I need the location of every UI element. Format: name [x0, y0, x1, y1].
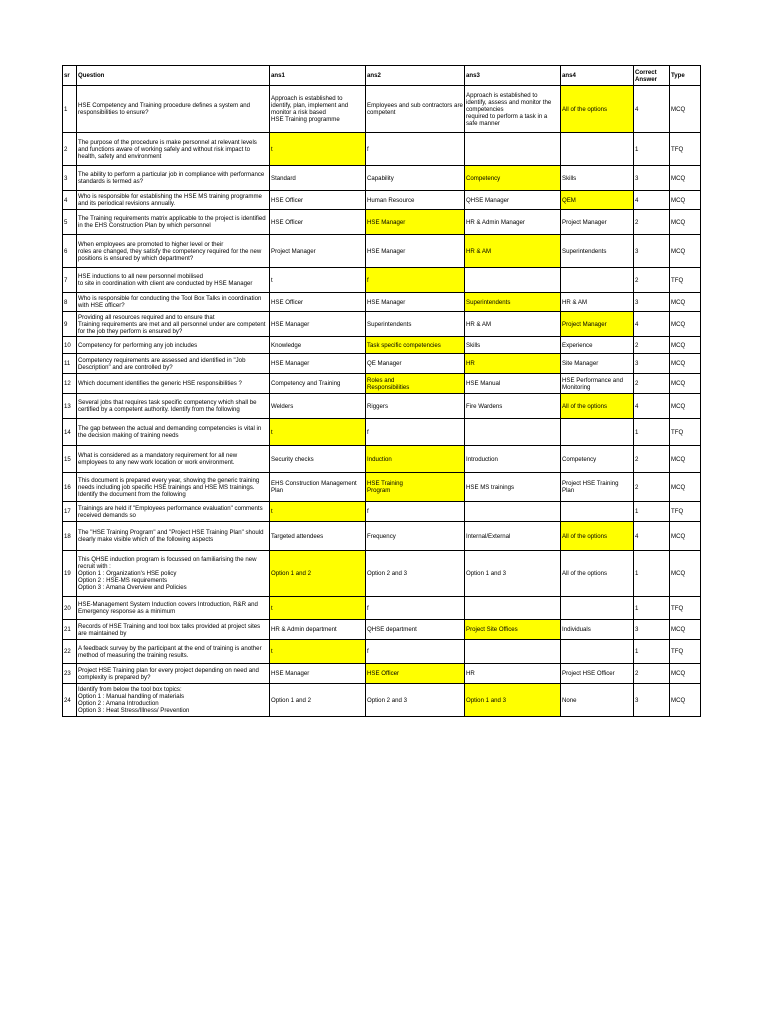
ans1-cell: HSE Manager: [270, 312, 366, 337]
sr-cell: 15: [63, 446, 77, 473]
type-cell: TFQ: [670, 268, 701, 293]
correct-answer-cell: 4: [634, 522, 670, 551]
question-cell: Who is responsible for establishing the HSE MS training programme and its periodical revisions annually.: [77, 191, 270, 210]
correct-answer-cell: 4: [634, 86, 670, 133]
sr-cell: 16: [63, 473, 77, 502]
ans4-cell: Competency: [561, 446, 634, 473]
ans4-cell: [561, 640, 634, 664]
header-ans1: ans1: [270, 66, 366, 86]
question-cell: This QHSE induction program is focussed on familiarising the new recruit with : Option 1 : Organization's HSE policy Option 2 : HSE-MS requirements Option 3 : Amana Overview and Policies: [77, 551, 270, 597]
header-question: Question: [77, 66, 270, 86]
ans1-cell: Project Manager: [270, 235, 366, 268]
table-row: [63, 166, 701, 191]
ans2-cell: f: [366, 597, 465, 620]
table-row: [63, 191, 701, 210]
ans1-cell: Security checks: [270, 446, 366, 473]
ans4-cell: Skills: [561, 166, 634, 191]
table-row: [63, 640, 701, 664]
ans4-cell: [561, 597, 634, 620]
sr-cell: 5: [63, 210, 77, 235]
table-row: [63, 235, 701, 268]
ans1-cell: t: [270, 640, 366, 664]
ans1-cell: HSE Manager: [270, 664, 366, 684]
ans3-cell: HR & Admin Manager: [465, 210, 561, 235]
sr-cell: 9: [63, 312, 77, 337]
ans2-cell: Riggers: [366, 394, 465, 419]
type-cell: MCQ: [670, 446, 701, 473]
ans1-cell: Competency and Training: [270, 374, 366, 394]
correct-answer-cell: 3: [634, 684, 670, 717]
ans3-cell: HR & AM: [465, 235, 561, 268]
sr-cell: 10: [63, 337, 77, 354]
table-row: [63, 337, 701, 354]
quiz-table: [62, 65, 701, 717]
ans1-cell: Targeted attendees: [270, 522, 366, 551]
ans3-cell: Fire Wardens: [465, 394, 561, 419]
ans2-cell: Induction: [366, 446, 465, 473]
ans3-cell: Option 1 and 3: [465, 684, 561, 717]
correct-answer-cell: 2: [634, 446, 670, 473]
ans4-cell: All of the options: [561, 86, 634, 133]
ans4-cell: HSE Performance and Monitoring: [561, 374, 634, 394]
ans2-cell: HSE Manager: [366, 235, 465, 268]
correct-answer-cell: 2: [634, 374, 670, 394]
question-cell: Trainings are held if "Employees performance evaluation" comments received demands so: [77, 502, 270, 522]
correct-answer-cell: 2: [634, 268, 670, 293]
header-ans2: ans2: [366, 66, 465, 86]
correct-answer-cell: 1: [634, 502, 670, 522]
ans2-cell: Employees and sub contractors are competent: [366, 86, 465, 133]
ans1-cell: Standard: [270, 166, 366, 191]
ans3-cell: HR & AM: [465, 312, 561, 337]
ans2-cell: Task specific competencies: [366, 337, 465, 354]
type-cell: MCQ: [670, 684, 701, 717]
table-row: [63, 374, 701, 394]
question-cell: When employees are promoted to higher level or their roles are changed, they satisfy the competency required for the new positions is ensured by which department?: [77, 235, 270, 268]
question-cell: What is considered as a mandatory requirement for all new employees to any new work location or work environment.: [77, 446, 270, 473]
question-cell: Several jobs that requires task specific competency which shall be certified by a competent authority. Identify from the following: [77, 394, 270, 419]
table-row: [63, 312, 701, 337]
ans4-cell: [561, 419, 634, 446]
ans1-cell: t: [270, 419, 366, 446]
ans4-cell: [561, 268, 634, 293]
type-cell: MCQ: [670, 473, 701, 502]
ans4-cell: None: [561, 684, 634, 717]
ans1-cell: Knowledge: [270, 337, 366, 354]
header-type: Type: [670, 66, 701, 86]
correct-answer-cell: 2: [634, 210, 670, 235]
ans3-cell: [465, 268, 561, 293]
sr-cell: 19: [63, 551, 77, 597]
ans1-cell: EHS Construction Management Plan: [270, 473, 366, 502]
ans1-cell: HSE Officer: [270, 210, 366, 235]
correct-answer-cell: 4: [634, 191, 670, 210]
correct-answer-cell: 1: [634, 640, 670, 664]
question-cell: HSE inductions to all new personnel mobilised to site in coordination with client are conducted by HSE Manager: [77, 268, 270, 293]
question-cell: The Training requirements matrix applicable to the project is identified in the EHS Construction Plan by which personnel: [77, 210, 270, 235]
table-row: [63, 354, 701, 374]
table-row: [63, 522, 701, 551]
table-row: [63, 684, 701, 717]
table-row: [63, 446, 701, 473]
correct-answer-cell: 1: [634, 597, 670, 620]
ans4-cell: Project HSE Training Plan: [561, 473, 634, 502]
sr-cell: 11: [63, 354, 77, 374]
ans2-cell: Option 2 and 3: [366, 551, 465, 597]
type-cell: MCQ: [670, 354, 701, 374]
correct-answer-cell: 1: [634, 551, 670, 597]
correct-answer-cell: 3: [634, 235, 670, 268]
ans2-cell: Human Resource: [366, 191, 465, 210]
correct-answer-cell: 2: [634, 664, 670, 684]
type-cell: TFQ: [670, 133, 701, 166]
question-cell: The purpose of the procedure is make personnel at relevant levels and functions aware of working safely and without risk impact to health, safety and environment: [77, 133, 270, 166]
question-cell: Providing all resources required and to ensure that Training requirements are met and all personnel under are competent for the job they perform is ensured by?: [77, 312, 270, 337]
table-row: [63, 597, 701, 620]
type-cell: TFQ: [670, 640, 701, 664]
ans3-cell: [465, 640, 561, 664]
type-cell: MCQ: [670, 337, 701, 354]
ans1-cell: Option 1 and 2: [270, 684, 366, 717]
question-cell: HSE-Management System Induction covers Introduction, R&R and Emergency response as a minimum: [77, 597, 270, 620]
sr-cell: 1: [63, 86, 77, 133]
header-row: [63, 66, 701, 86]
question-cell: A feedback survey by the participant at the end of training is another method of measuring the training results.: [77, 640, 270, 664]
type-cell: MCQ: [670, 620, 701, 640]
type-cell: MCQ: [670, 374, 701, 394]
sr-cell: 4: [63, 191, 77, 210]
table-row: [63, 419, 701, 446]
sr-cell: 23: [63, 664, 77, 684]
question-cell: Competency requirements are assessed and identified in "Job Description" and are controlled by?: [77, 354, 270, 374]
header-sr: sr: [63, 66, 77, 86]
ans2-cell: f: [366, 640, 465, 664]
correct-answer-cell: 3: [634, 354, 670, 374]
sr-cell: 7: [63, 268, 77, 293]
type-cell: MCQ: [670, 551, 701, 597]
header-ans4: ans4: [561, 66, 634, 86]
sr-cell: 2: [63, 133, 77, 166]
sr-cell: 6: [63, 235, 77, 268]
type-cell: TFQ: [670, 419, 701, 446]
ans3-cell: Skills: [465, 337, 561, 354]
ans1-cell: Approach is established to identify, plan, implement and monitor a risk based HSE Training programme: [270, 86, 366, 133]
type-cell: MCQ: [670, 664, 701, 684]
ans4-cell: Site Manager: [561, 354, 634, 374]
table-body: [63, 86, 701, 717]
correct-answer-cell: 1: [634, 133, 670, 166]
ans1-cell: Option 1 and 2: [270, 551, 366, 597]
table-row: [63, 551, 701, 597]
question-cell: HSE Competency and Training procedure defines a system and responsibilities to ensure?: [77, 86, 270, 133]
type-cell: MCQ: [670, 191, 701, 210]
ans1-cell: t: [270, 502, 366, 522]
question-cell: The ability to perform a particular job in compliance with performance standards is termed as?: [77, 166, 270, 191]
question-cell: Project HSE Training plan for every project depending on need and complexity is prepared by?: [77, 664, 270, 684]
ans3-cell: [465, 133, 561, 166]
question-cell: Records of HSE Training and tool box talks provided at project sites are maintained by: [77, 620, 270, 640]
ans4-cell: All of the options: [561, 394, 634, 419]
correct-answer-cell: 3: [634, 620, 670, 640]
sr-cell: 21: [63, 620, 77, 640]
header-correct-answer: Correct Answer: [634, 66, 670, 86]
ans3-cell: Superintendents: [465, 293, 561, 312]
ans3-cell: Project Site Offices: [465, 620, 561, 640]
ans3-cell: Internal/External: [465, 522, 561, 551]
header-ans3: ans3: [465, 66, 561, 86]
question-cell: The gap between the actual and demanding competencies is vital in the decision making of training needs: [77, 419, 270, 446]
ans4-cell: Superintendents: [561, 235, 634, 268]
ans3-cell: [465, 502, 561, 522]
type-cell: MCQ: [670, 210, 701, 235]
ans4-cell: All of the options: [561, 522, 634, 551]
ans4-cell: Experience: [561, 337, 634, 354]
ans1-cell: HSE Officer: [270, 293, 366, 312]
ans4-cell: QEM: [561, 191, 634, 210]
type-cell: MCQ: [670, 86, 701, 133]
ans3-cell: HR: [465, 664, 561, 684]
type-cell: TFQ: [670, 502, 701, 522]
ans2-cell: HSE Training Program: [366, 473, 465, 502]
correct-answer-cell: 3: [634, 293, 670, 312]
sr-cell: 12: [63, 374, 77, 394]
ans2-cell: Frequency: [366, 522, 465, 551]
table-row: [63, 473, 701, 502]
type-cell: MCQ: [670, 522, 701, 551]
table-row: [63, 86, 701, 133]
correct-answer-cell: 4: [634, 312, 670, 337]
ans1-cell: t: [270, 133, 366, 166]
ans1-cell: HR & Admin department: [270, 620, 366, 640]
table-row: [63, 394, 701, 419]
ans2-cell: f: [366, 133, 465, 166]
ans4-cell: Project HSE Officer: [561, 664, 634, 684]
ans1-cell: t: [270, 268, 366, 293]
sr-cell: 13: [63, 394, 77, 419]
ans3-cell: QHSE Manager: [465, 191, 561, 210]
correct-answer-cell: 3: [634, 166, 670, 191]
ans2-cell: f: [366, 419, 465, 446]
ans4-cell: Individuals: [561, 620, 634, 640]
correct-answer-cell: 2: [634, 473, 670, 502]
ans1-cell: Welders: [270, 394, 366, 419]
ans4-cell: HR & AM: [561, 293, 634, 312]
table-row: [63, 133, 701, 166]
ans2-cell: HSE Manager: [366, 293, 465, 312]
ans2-cell: Capability: [366, 166, 465, 191]
ans3-cell: HSE Manual: [465, 374, 561, 394]
ans1-cell: t: [270, 597, 366, 620]
ans3-cell: Competency: [465, 166, 561, 191]
ans2-cell: HSE Manager: [366, 210, 465, 235]
ans4-cell: All of the options: [561, 551, 634, 597]
table-row: [63, 502, 701, 522]
table-row: [63, 664, 701, 684]
ans4-cell: [561, 502, 634, 522]
ans3-cell: [465, 419, 561, 446]
ans2-cell: f: [366, 268, 465, 293]
sr-cell: 18: [63, 522, 77, 551]
type-cell: MCQ: [670, 293, 701, 312]
ans2-cell: Superintendents: [366, 312, 465, 337]
ans3-cell: Option 1 and 3: [465, 551, 561, 597]
ans2-cell: QHSE department: [366, 620, 465, 640]
type-cell: MCQ: [670, 312, 701, 337]
ans3-cell: [465, 597, 561, 620]
correct-answer-cell: 4: [634, 394, 670, 419]
table-row: [63, 210, 701, 235]
question-cell: Who is responsible for conducting the Tool Box Talks in coordination with HSE officer?: [77, 293, 270, 312]
type-cell: MCQ: [670, 394, 701, 419]
correct-answer-cell: 1: [634, 419, 670, 446]
ans3-cell: HR: [465, 354, 561, 374]
sr-cell: 14: [63, 419, 77, 446]
sr-cell: 22: [63, 640, 77, 664]
sr-cell: 17: [63, 502, 77, 522]
ans4-cell: [561, 133, 634, 166]
sr-cell: 24: [63, 684, 77, 717]
sr-cell: 20: [63, 597, 77, 620]
table-row: [63, 620, 701, 640]
sr-cell: 3: [63, 166, 77, 191]
type-cell: TFQ: [670, 597, 701, 620]
ans2-cell: HSE Officer: [366, 664, 465, 684]
ans2-cell: Roles and Responsibilities: [366, 374, 465, 394]
type-cell: MCQ: [670, 235, 701, 268]
ans3-cell: Introduction: [465, 446, 561, 473]
question-cell: Identify from below the tool box topics: Option 1 : Manual handling of materials Option 2 : Amana Introduction Option 3 : Heat Stress/Illness/ Prevention: [77, 684, 270, 717]
ans1-cell: HSE Officer: [270, 191, 366, 210]
ans4-cell: Project Manager: [561, 210, 634, 235]
ans4-cell: Project Manager: [561, 312, 634, 337]
table-row: [63, 293, 701, 312]
type-cell: MCQ: [670, 166, 701, 191]
ans2-cell: f: [366, 502, 465, 522]
ans3-cell: HSE MS trainings: [465, 473, 561, 502]
ans3-cell: Approach is established to identify, assess and monitor the competencies required to perform a task in a safe manner: [465, 86, 561, 133]
question-cell: This document is prepared every year, showing the generic training needs including job specific HSE trainings and HSE MS trainings. Identify the document from the following: [77, 473, 270, 502]
question-cell: Competency for performing any job includes: [77, 337, 270, 354]
ans2-cell: QE Manager: [366, 354, 465, 374]
ans1-cell: HSE Manager: [270, 354, 366, 374]
sr-cell: 8: [63, 293, 77, 312]
correct-answer-cell: 2: [634, 337, 670, 354]
question-cell: Which document identifies the generic HSE responsibilities ?: [77, 374, 270, 394]
ans2-cell: Option 2 and 3: [366, 684, 465, 717]
question-cell: The "HSE Training Program" and "Project HSE Training Plan" should clearly make visible which of the following aspects: [77, 522, 270, 551]
table-row: [63, 268, 701, 293]
